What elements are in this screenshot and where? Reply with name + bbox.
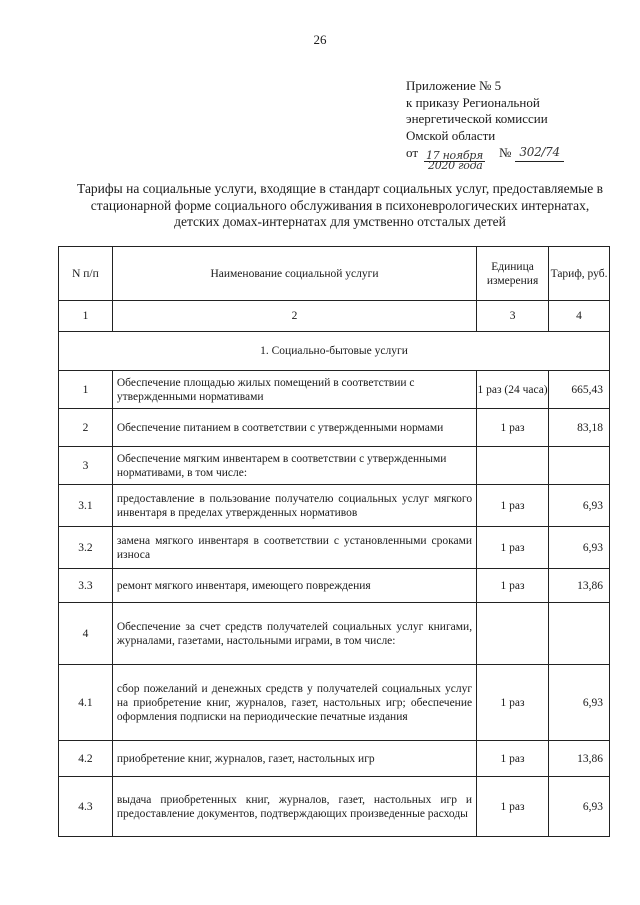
document-title: Тарифы на социальные услуги, входящие в стандарт социальных услуг, предоставляемые в стационарной форме социального обслуживания в психоневрологических интернатах, детских домах-интернатах для умственно отсталых детей: [77, 181, 603, 229]
appendix-line-2: к приказу Региональной: [406, 94, 540, 110]
row-num: 4: [59, 603, 113, 665]
header-unit: Единица измерения: [477, 247, 549, 301]
table-header-row: [59, 247, 610, 301]
handwritten-date: [424, 148, 485, 172]
row-price: 6,93: [549, 527, 610, 569]
page-number: 26: [313, 32, 327, 47]
table-row: [59, 741, 610, 777]
row-name: предоставление в пользование получателю социальных услуг мягкого инвентаря в пределах утвержденных нормативов: [112, 485, 476, 527]
row-price: [549, 603, 610, 665]
column-number: 2: [112, 301, 476, 332]
table-row: [59, 569, 610, 603]
column-number: 4: [549, 301, 610, 332]
tariffs-table: [58, 246, 610, 837]
header-price: Тариф, руб.: [549, 247, 610, 301]
date-prefix: от: [406, 145, 419, 160]
header-name: Наименование социальной услуги: [112, 247, 476, 301]
table-row: [59, 603, 610, 665]
appendix-line-1: Приложение № 5: [406, 78, 502, 93]
row-price: 83,18: [549, 409, 610, 447]
table-row: [59, 527, 610, 569]
row-num: 3.2: [59, 527, 113, 569]
row-num: 4.2: [59, 741, 113, 777]
section-title: 1. Социально-бытовые услуги: [59, 332, 610, 371]
row-unit: 1 раз: [477, 485, 549, 527]
row-price: 6,93: [549, 485, 610, 527]
appendix-date-line: [406, 144, 626, 172]
row-unit: 1 раз: [477, 409, 549, 447]
row-price: 6,93: [549, 665, 610, 741]
row-num: 4.1: [59, 665, 113, 741]
row-unit: 1 раз (24 часа): [477, 371, 549, 409]
row-num: 4.3: [59, 777, 113, 837]
row-name: Обеспечение площадью жилых помещений в соответствии с утвержденными нормативами: [112, 371, 476, 409]
table-row: [59, 665, 610, 741]
column-number: 3: [477, 301, 549, 332]
appendix-line-4: Омской области: [406, 127, 496, 143]
row-num: 2: [59, 409, 113, 447]
appendix-block: [406, 78, 626, 172]
section-row: [59, 332, 610, 371]
table-row: [59, 777, 610, 837]
row-unit: 1 раз: [477, 665, 549, 741]
row-unit: 1 раз: [477, 741, 549, 777]
row-price: 13,86: [549, 741, 610, 777]
row-name: Обеспечение за счет средств получателей социальных услуг книгами, журналами, газетами, настольными играми, в том числе:: [112, 603, 476, 665]
table-row: [59, 409, 610, 447]
row-unit: [477, 447, 549, 485]
row-name: замена мягкого инвентаря в соответствии с установленными сроками износа: [112, 527, 476, 569]
table-row: [59, 447, 610, 485]
row-unit: 1 раз: [477, 777, 549, 837]
row-num: 3.1: [59, 485, 113, 527]
column-number: 1: [59, 301, 113, 332]
row-price: 6,93: [549, 777, 610, 837]
row-unit: 1 раз: [477, 569, 549, 603]
table-row: [59, 485, 610, 527]
row-price: 13,86: [549, 569, 610, 603]
row-price: 665,43: [549, 371, 610, 409]
header-num: N п/п: [59, 247, 113, 301]
row-num: 1: [59, 371, 113, 409]
row-name: выдача приобретенных книг, журналов, газет, настольных игр и предоставление документов, подтверждающих произведенные расходы: [112, 777, 476, 837]
column-numbers-row: [59, 301, 610, 332]
row-name: Обеспечение мягким инвентарем в соответствии с утвержденными нормативами, в том числе:: [112, 447, 476, 485]
row-name: ремонт мягкого инвентаря, имеющего повреждения: [112, 569, 476, 603]
row-name: приобретение книг, журналов, газет, настольных игр: [112, 741, 476, 777]
appendix-line-3: энергетической комиссии: [406, 111, 548, 126]
handwritten-date-line-1: 17 ноября: [426, 148, 483, 162]
row-price: [549, 447, 610, 485]
row-name: сбор пожеланий и денежных средств у получателей социальных услуг на приобретение книг, журналов, газет, настольных игр; обеспечение оформления подписки на периодические печатные издания: [112, 665, 476, 741]
row-num: 3.3: [59, 569, 113, 603]
handwritten-date-line-2: 2020 года: [428, 158, 483, 172]
row-num: 3: [59, 447, 113, 485]
handwritten-order-number: 302/74: [515, 144, 563, 162]
number-sign: №: [499, 145, 512, 160]
row-unit: [477, 603, 549, 665]
row-unit: 1 раз: [477, 527, 549, 569]
row-name: Обеспечение питанием в соответствии с утвержденными нормами: [112, 409, 476, 447]
table-row: [59, 371, 610, 409]
